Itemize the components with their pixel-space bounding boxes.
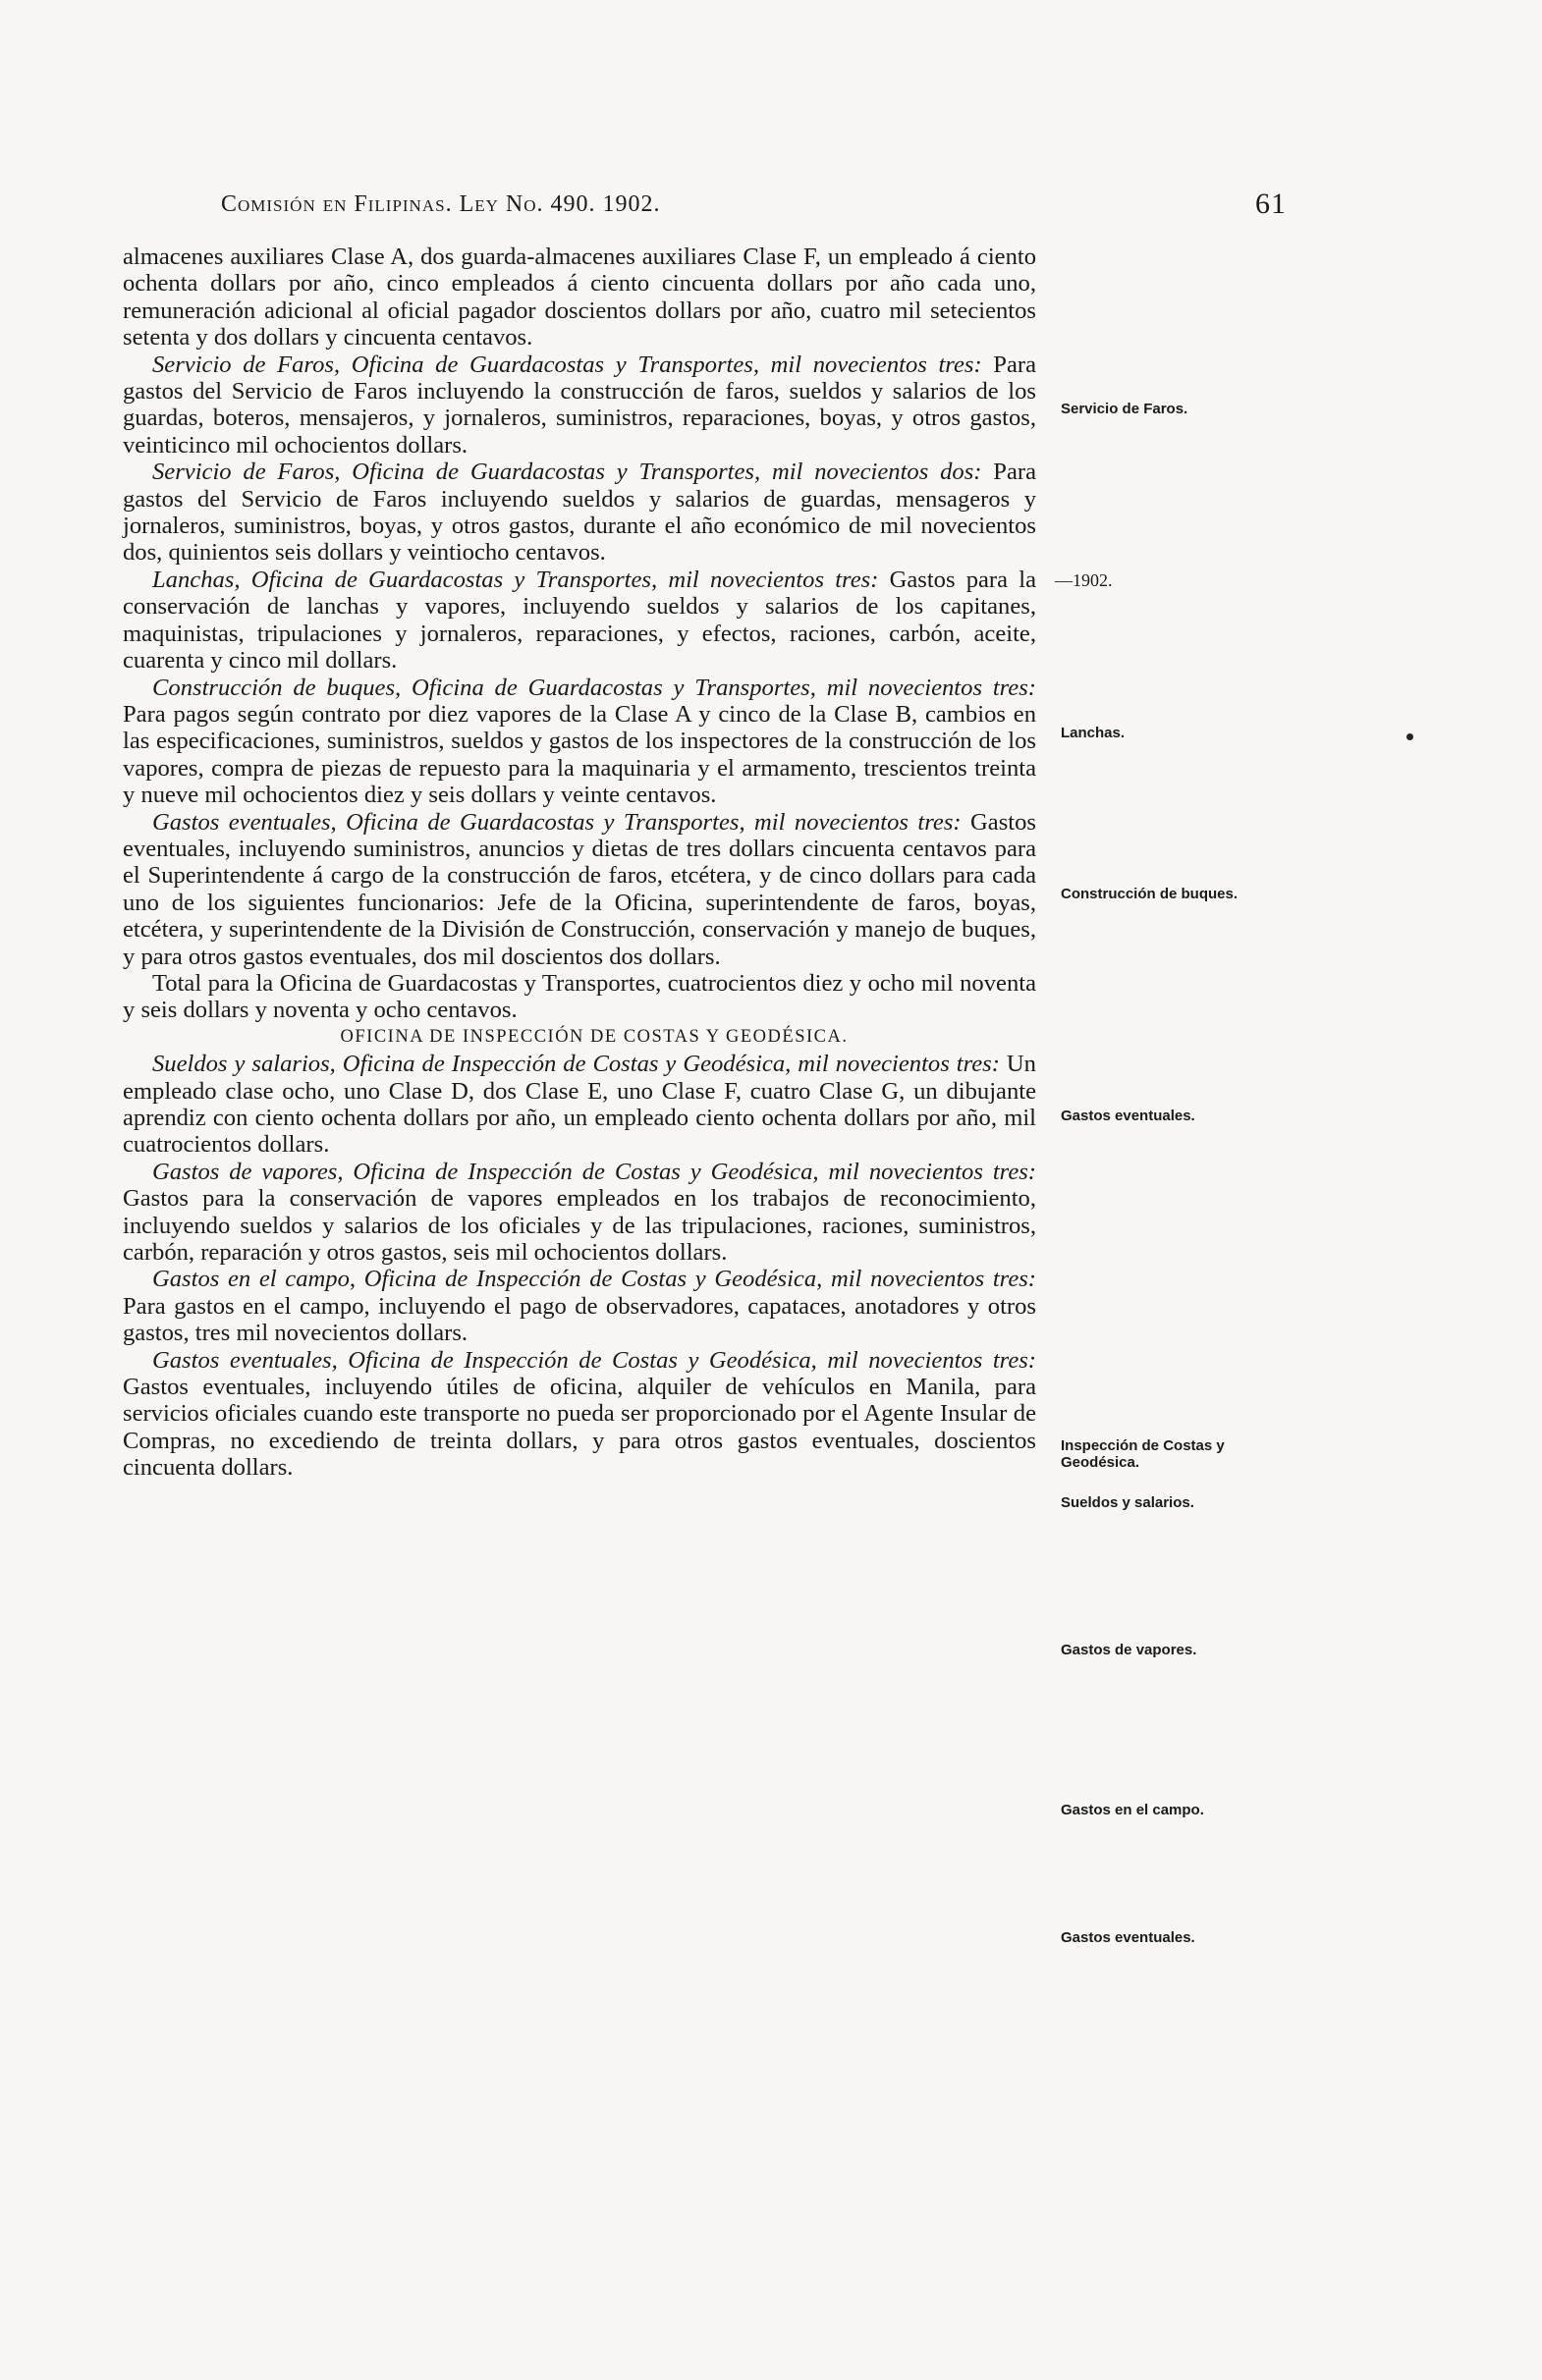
margin-note: Sueldos y salarios. [1061,1494,1194,1511]
margin-note: —1902. [1055,570,1113,590]
paragraph [123,970,1036,1024]
print-speck [1406,733,1413,740]
paragraph [123,567,1036,675]
paragraph-lead: Lanchas, Oficina de Guardacostas y Transportes, mil novecientos tres: [152,566,879,593]
margin-note: Gastos de vapores. [1061,1642,1197,1658]
paragraph [123,1159,1036,1267]
paragraph-text: Para gastos en el campo, incluyendo el pago de observadores, capataces, anotadores y otros gastos, tres mil novecientos dollars. [123,1292,1036,1347]
paragraph-lead: Gastos eventuales, Oficina de Guardacostas y Transportes, mil novecientos tres: [152,808,962,836]
paragraph [123,1266,1036,1346]
paragraph-text: Un empleado clase ocho, uno Clase D, dos Clase E, uno Clase F, cuatro Clase G, un dibujante aprendiz con ciento ochenta dollars por año, un empleado ciento ochenta dollars por año, mil cuatrocientos dollars. [123,1051,1036,1159]
paragraph-text: Para gastos del Servicio de Faros incluyendo sueldos y salarios de guardas, mensageros y jornaleros, suministros, boyas, y otros gastos, durante el año económico de mil novecientos dos, quinientos seis dollars y veintiocho centavos. [123,459,1036,567]
paragraph-lead: Gastos eventuales, Oficina de Inspección de Costas y Geodésica, mil novecientos tres: [152,1346,1036,1374]
paragraph-lead: Servicio de Faros, Oficina de Guardacostas y Transportes, mil novecientos tres: [152,351,982,378]
paragraph-text: Gastos eventuales, incluyendo suministros, anuncios y dietas de tres dollars cincuenta centavos para el Superintendente á cargo de la construcción de faros, etcétera, y de cinco dollars para cada uno de los siguientes funcionarios: Jefe de la Oficina, superintendente de faros, boyas, etcétera, y superintendente de la División de Construcción, conservación y manejo de buques, y para otros gastos eventuales, dos mil doscientos dos dollars. [123,808,1036,970]
paragraph-text: Gastos eventuales, incluyendo útiles de oficina, alquiler de vehículos en Manila, para servicios oficiales cuando este transporte no pueda ser proporcionado por el Agente Insular de Compras, no excediendo de treinta dollars, y para otros gastos eventuales, doscientos cincuenta dollars. [123,1374,1036,1482]
paragraph [123,352,1036,460]
section-heading: OFICINA DE INSPECCIÓN DE COSTAS Y GEODÉSICA. [340,1026,849,1047]
margin-note: Lanchas. [1061,725,1126,741]
paragraph: almacenes auxiliares Clase A, dos guarda-almacenes auxiliares Clase F, un empleado á ciento ochenta dollars por año, cinco empleados á ciento cincuenta dollars por año cada uno, remuneración adicional al oficial pagador doscientos dollars por año, cuatro mil setecientos setenta y dos dollars y cincuenta centavos. [123,243,1036,352]
paragraph [123,809,1036,970]
body-text [123,243,1036,1482]
paragraph-text: Gastos para la conservación de lanchas y vapores, incluyendo sueldos y salarios de los capitanes, maquinistas, tripulaciones y jornaleros, reparaciones, y efectos, raciones, carbón, aceite, cuarenta y cinco mil dollars. [123,566,1036,675]
paragraph-text: Para pagos según contrato por diez vapores de la Clase A y cinco de la Clase B, cambios en las especificaciones, suministros, sueldos y gastos de los inspectores de la construcción de los vapores, compra de piezas de repuesto para la maquinaria y el armamento, trescientos treinta y nueve mil ochocientos diez y seis dollars y veinte centavos. [123,700,1036,809]
paragraph-lead: Gastos de vapores, Oficina de Inspección de Costas y Geodésica, mil novecientos tres: [152,1158,1036,1185]
page-number: 61 [1255,188,1287,220]
margin-note: Inspección de Costas y Geodésica. [1061,1437,1225,1471]
paragraph-lead: Construcción de buques, Oficina de Guardacostas y Transportes, mil novecientos tres: [152,674,1036,701]
paragraph [123,1347,1036,1482]
paragraph [123,675,1036,809]
paragraph-text: Gastos para la conservación de vapores empleados en los trabajos de reconocimiento, incluyendo sueldos y salarios de los oficiales y de las tripulaciones, raciones, suministros, carbón, reparación y otros gastos, seis mil ochocientos dollars. [123,1185,1036,1267]
margin-note: Gastos en el campo. [1061,1802,1204,1818]
paragraph [123,459,1036,567]
margin-note: Gastos eventuales. [1061,1929,1195,1946]
margin-note: Construcción de buques. [1061,886,1239,902]
paragraph-lead: Servicio de Faros, Oficina de Guardacostas y Transportes, mil novecientos dos: [152,459,982,486]
paragraph-text: Para gastos del Servicio de Faros incluyendo la construcción de faros, sueldos y salarios de los guardas, boteros, mensajeros, y jornaleros, suministros, reparaciones, boyas, y otros gastos, veinticinco mil ochocientos dollars. [123,351,1036,459]
running-head [221,188,1287,231]
paragraph-lead: Sueldos y salarios, Oficina de Inspección de Costas y Geodésica, mil novecientos tres: [152,1051,1000,1078]
margin-note: Gastos eventuales. [1061,1108,1195,1124]
paragraph [123,1051,1036,1159]
paragraph-text: Total para la Oficina de Guardacostas y Transportes, cuatrocientos diez y ocho mil noventa y seis dollars y noventa y ocho centavos. [123,969,1036,1024]
margin-note: Servicio de Faros. [1061,401,1188,417]
running-title: Comisión en Filipinas. Ley No. 490. 1902. [221,191,661,217]
paragraph-lead: Gastos en el campo, Oficina de Inspección de Costas y Geodésica, mil novecientos tres: [152,1266,1036,1293]
